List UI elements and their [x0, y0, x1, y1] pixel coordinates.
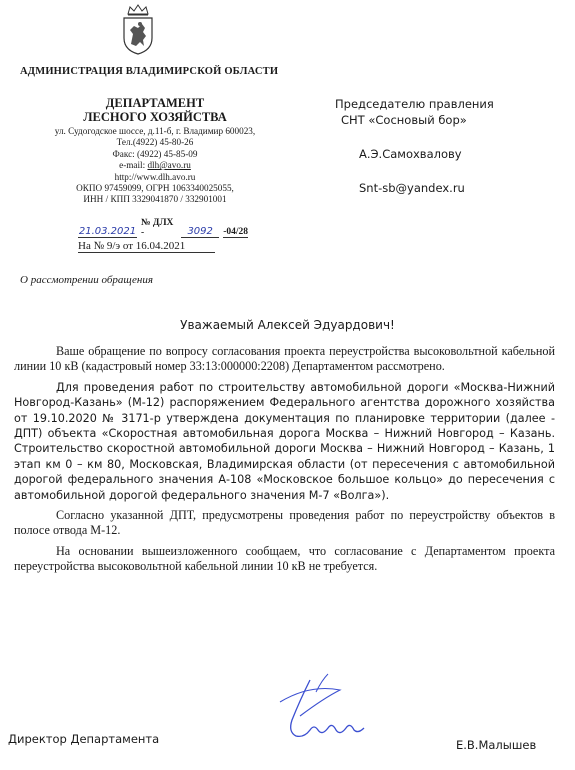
recipient-block: [335, 96, 550, 196]
dept-fax: Факс: (4922) 45-85-09: [112, 148, 198, 159]
reg-number-suffix: -04/28: [223, 227, 249, 237]
dept-website-link[interactable]: http://www.dlh.avo.ru: [114, 171, 196, 182]
signer-name: Е.В.Малышев: [456, 738, 537, 752]
dept-title-line-1: ДЕПАРТАМЕНТ: [105, 96, 205, 110]
body-paragraph-2: Для проведения работ по строительству автомобильной дороги «Москва-Нижний Новгород-Казань» (М-12) распоряжением Федерального агентства дорожного хозяйства от 19.10.2020 № 3171-р утверждена документация по планировке территории (далее - ДПТ) объекта «Скоростная автомобильная дорога Москва – Нижний Новгород – Казань. Строительство скоростной автомобильной дороги Москва – Нижний Новгород – Казань, 1 этап км 0 – км 80, Московская, Владимирская области (от пересечения с автомобильной дорогой федерального значения А-108 «Московское большое кольцо» до пересечения с автомобильной дорогой федерального значения М-7 «Волга»).: [14, 380, 555, 502]
recipient-name: А.Э.Самохвалову: [359, 147, 462, 161]
reg-number-label: № ДЛХ -: [141, 218, 174, 238]
recipient-email[interactable]: Snt-sb@yandex.ru: [359, 181, 465, 195]
coat-of-arms-emblem: [116, 4, 160, 56]
signer-position: Директор Департамента: [8, 732, 160, 746]
letter-subject: О рассмотрении обращения: [20, 274, 153, 286]
dept-email-link[interactable]: dlh@avo.ru: [147, 160, 191, 171]
greeting: Уважаемый Алексей Эдуардович!: [180, 318, 395, 332]
reg-reference-line: На № 9/э от 16.04.2021: [78, 240, 215, 253]
dept-title-line-2: ЛЕСНОГО ХОЗЯЙСТВА: [83, 110, 227, 124]
department-letterhead: [40, 96, 270, 206]
handwritten-signature: [270, 660, 380, 750]
dept-email-label: e-mail:: [119, 160, 148, 171]
recipient-position: Председателю правления: [335, 97, 494, 111]
dept-email: [40, 160, 270, 171]
letter-body: [14, 344, 555, 580]
reg-number-handwritten: 3092: [181, 226, 219, 238]
dept-phone: Тел.(4922) 45-80-26: [116, 137, 194, 148]
registration-block: [78, 218, 249, 253]
dept-inn: ИНН / КПП 3329041870 / 332901001: [83, 194, 227, 205]
body-paragraph-3: Согласно указанной ДПТ, предусмотрены проведения работ по переустройству объектов в полосе отвода М-12.: [14, 508, 555, 538]
body-paragraph-1: Ваше обращение по вопросу согласования проекта переустройства высоковольтной кабельной линии 10 кВ (кадастровый номер 33:13:000000:2208) Департаментом рассмотрено.: [14, 344, 555, 374]
dept-address: ул. Судогодское шоссе, д.11-б, г. Владимир 600023,: [54, 126, 256, 136]
administration-name: АДМИНИСТРАЦИЯ ВЛАДИМИРСКОЙ ОБЛАСТИ: [20, 66, 279, 77]
reg-date-handwritten: 21.03.2021: [78, 226, 137, 237]
body-paragraph-4: На основании вышеизложенного сообщаем, что согласование с Департаментом проекта переустройства высоковольтной кабельной линии 10 кВ не требуется.: [14, 543, 555, 574]
recipient-organization: СНТ «Сосновый бор»: [341, 113, 467, 127]
dept-okpo: ОКПО 97459099, ОГРН 1063340025055,: [76, 183, 234, 194]
